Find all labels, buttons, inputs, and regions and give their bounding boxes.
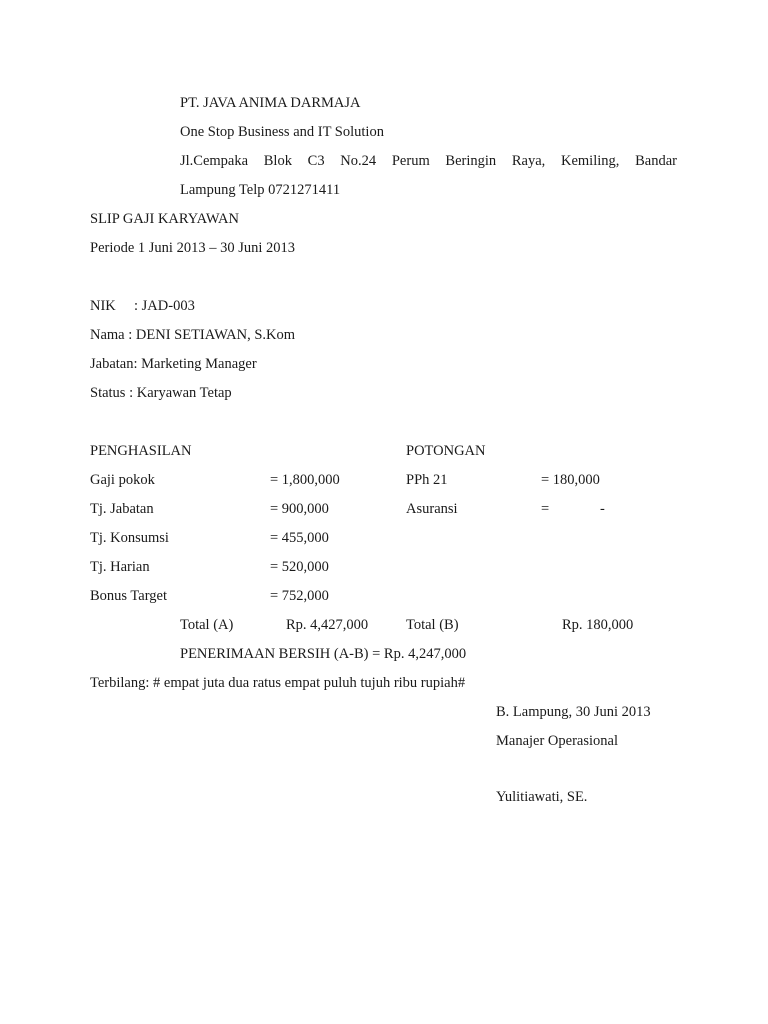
nik-value: : JAD-003 xyxy=(134,298,195,314)
deductions-total-label: Total (B) xyxy=(406,617,459,633)
net-pay: PENERIMAAN BERSIH (A-B) = Rp. 4,247,000 xyxy=(180,646,467,662)
slip-period: Periode 1 Juni 2013 – 30 Juni 2013 xyxy=(90,240,296,256)
income-total-value: Rp. 4,427,000 xyxy=(286,617,369,633)
income-item-value: = 752,000 xyxy=(270,588,329,604)
deduction-item-label: PPh 21 xyxy=(406,472,448,488)
address-word: Blok xyxy=(263,153,292,169)
deduction-item-value: = xyxy=(541,501,550,517)
income-item-value: = 1,800,000 xyxy=(270,472,340,488)
company-address-line-1 xyxy=(180,152,677,170)
income-item-value: = 455,000 xyxy=(270,530,329,546)
employee-name: Nama : DENI SETIAWAN, S.Kom xyxy=(90,327,296,343)
nik-label: NIK xyxy=(90,298,116,314)
address-word: Raya, xyxy=(511,153,546,169)
income-item-label: Tj. Jabatan xyxy=(90,501,154,517)
signature-name: Yulitiawati, SE. xyxy=(496,789,588,805)
signature-place-date: B. Lampung, 30 Juni 2013 xyxy=(496,704,651,720)
deduction-item-label: Asuransi xyxy=(406,501,458,517)
deductions-total-value: Rp. 180,000 xyxy=(562,617,634,633)
address-word: Perum xyxy=(391,153,430,169)
income-item-label: Gaji pokok xyxy=(90,472,155,488)
income-total-label: Total (A) xyxy=(180,617,234,633)
company-name: PT. JAVA ANIMA DARMAJA xyxy=(180,95,361,111)
address-word: Bandar xyxy=(635,153,677,169)
employee-position: Jabatan: Marketing Manager xyxy=(90,356,257,372)
address-word: Beringin xyxy=(445,153,497,169)
income-heading: PENGHASILAN xyxy=(90,443,192,459)
address-word: C3 xyxy=(307,153,325,169)
address-word: Jl.Cempaka xyxy=(180,153,249,169)
deduction-item-dash: - xyxy=(600,501,605,517)
employee-status: Status : Karyawan Tetap xyxy=(90,385,232,401)
company-tagline: One Stop Business and IT Solution xyxy=(180,124,384,140)
company-address-line-2: Lampung Telp 0721271411 xyxy=(180,182,341,198)
net-pay-spelled: Terbilang: # empat juta dua ratus empat puluh tujuh ribu rupiah# xyxy=(90,675,466,691)
deduction-item-value: = 180,000 xyxy=(541,472,600,488)
income-item-value: = 520,000 xyxy=(270,559,329,575)
slip-title: SLIP GAJI KARYAWAN xyxy=(90,211,239,227)
address-word: Kemiling, xyxy=(561,153,620,169)
address-word: No.24 xyxy=(340,153,377,169)
income-item-label: Tj. Harian xyxy=(90,559,150,575)
income-item-label: Tj. Konsumsi xyxy=(90,530,169,546)
income-item-value: = 900,000 xyxy=(270,501,329,517)
signature-role: Manajer Operasional xyxy=(496,733,618,749)
income-item-label: Bonus Target xyxy=(90,588,167,604)
deductions-heading: POTONGAN xyxy=(406,443,486,459)
